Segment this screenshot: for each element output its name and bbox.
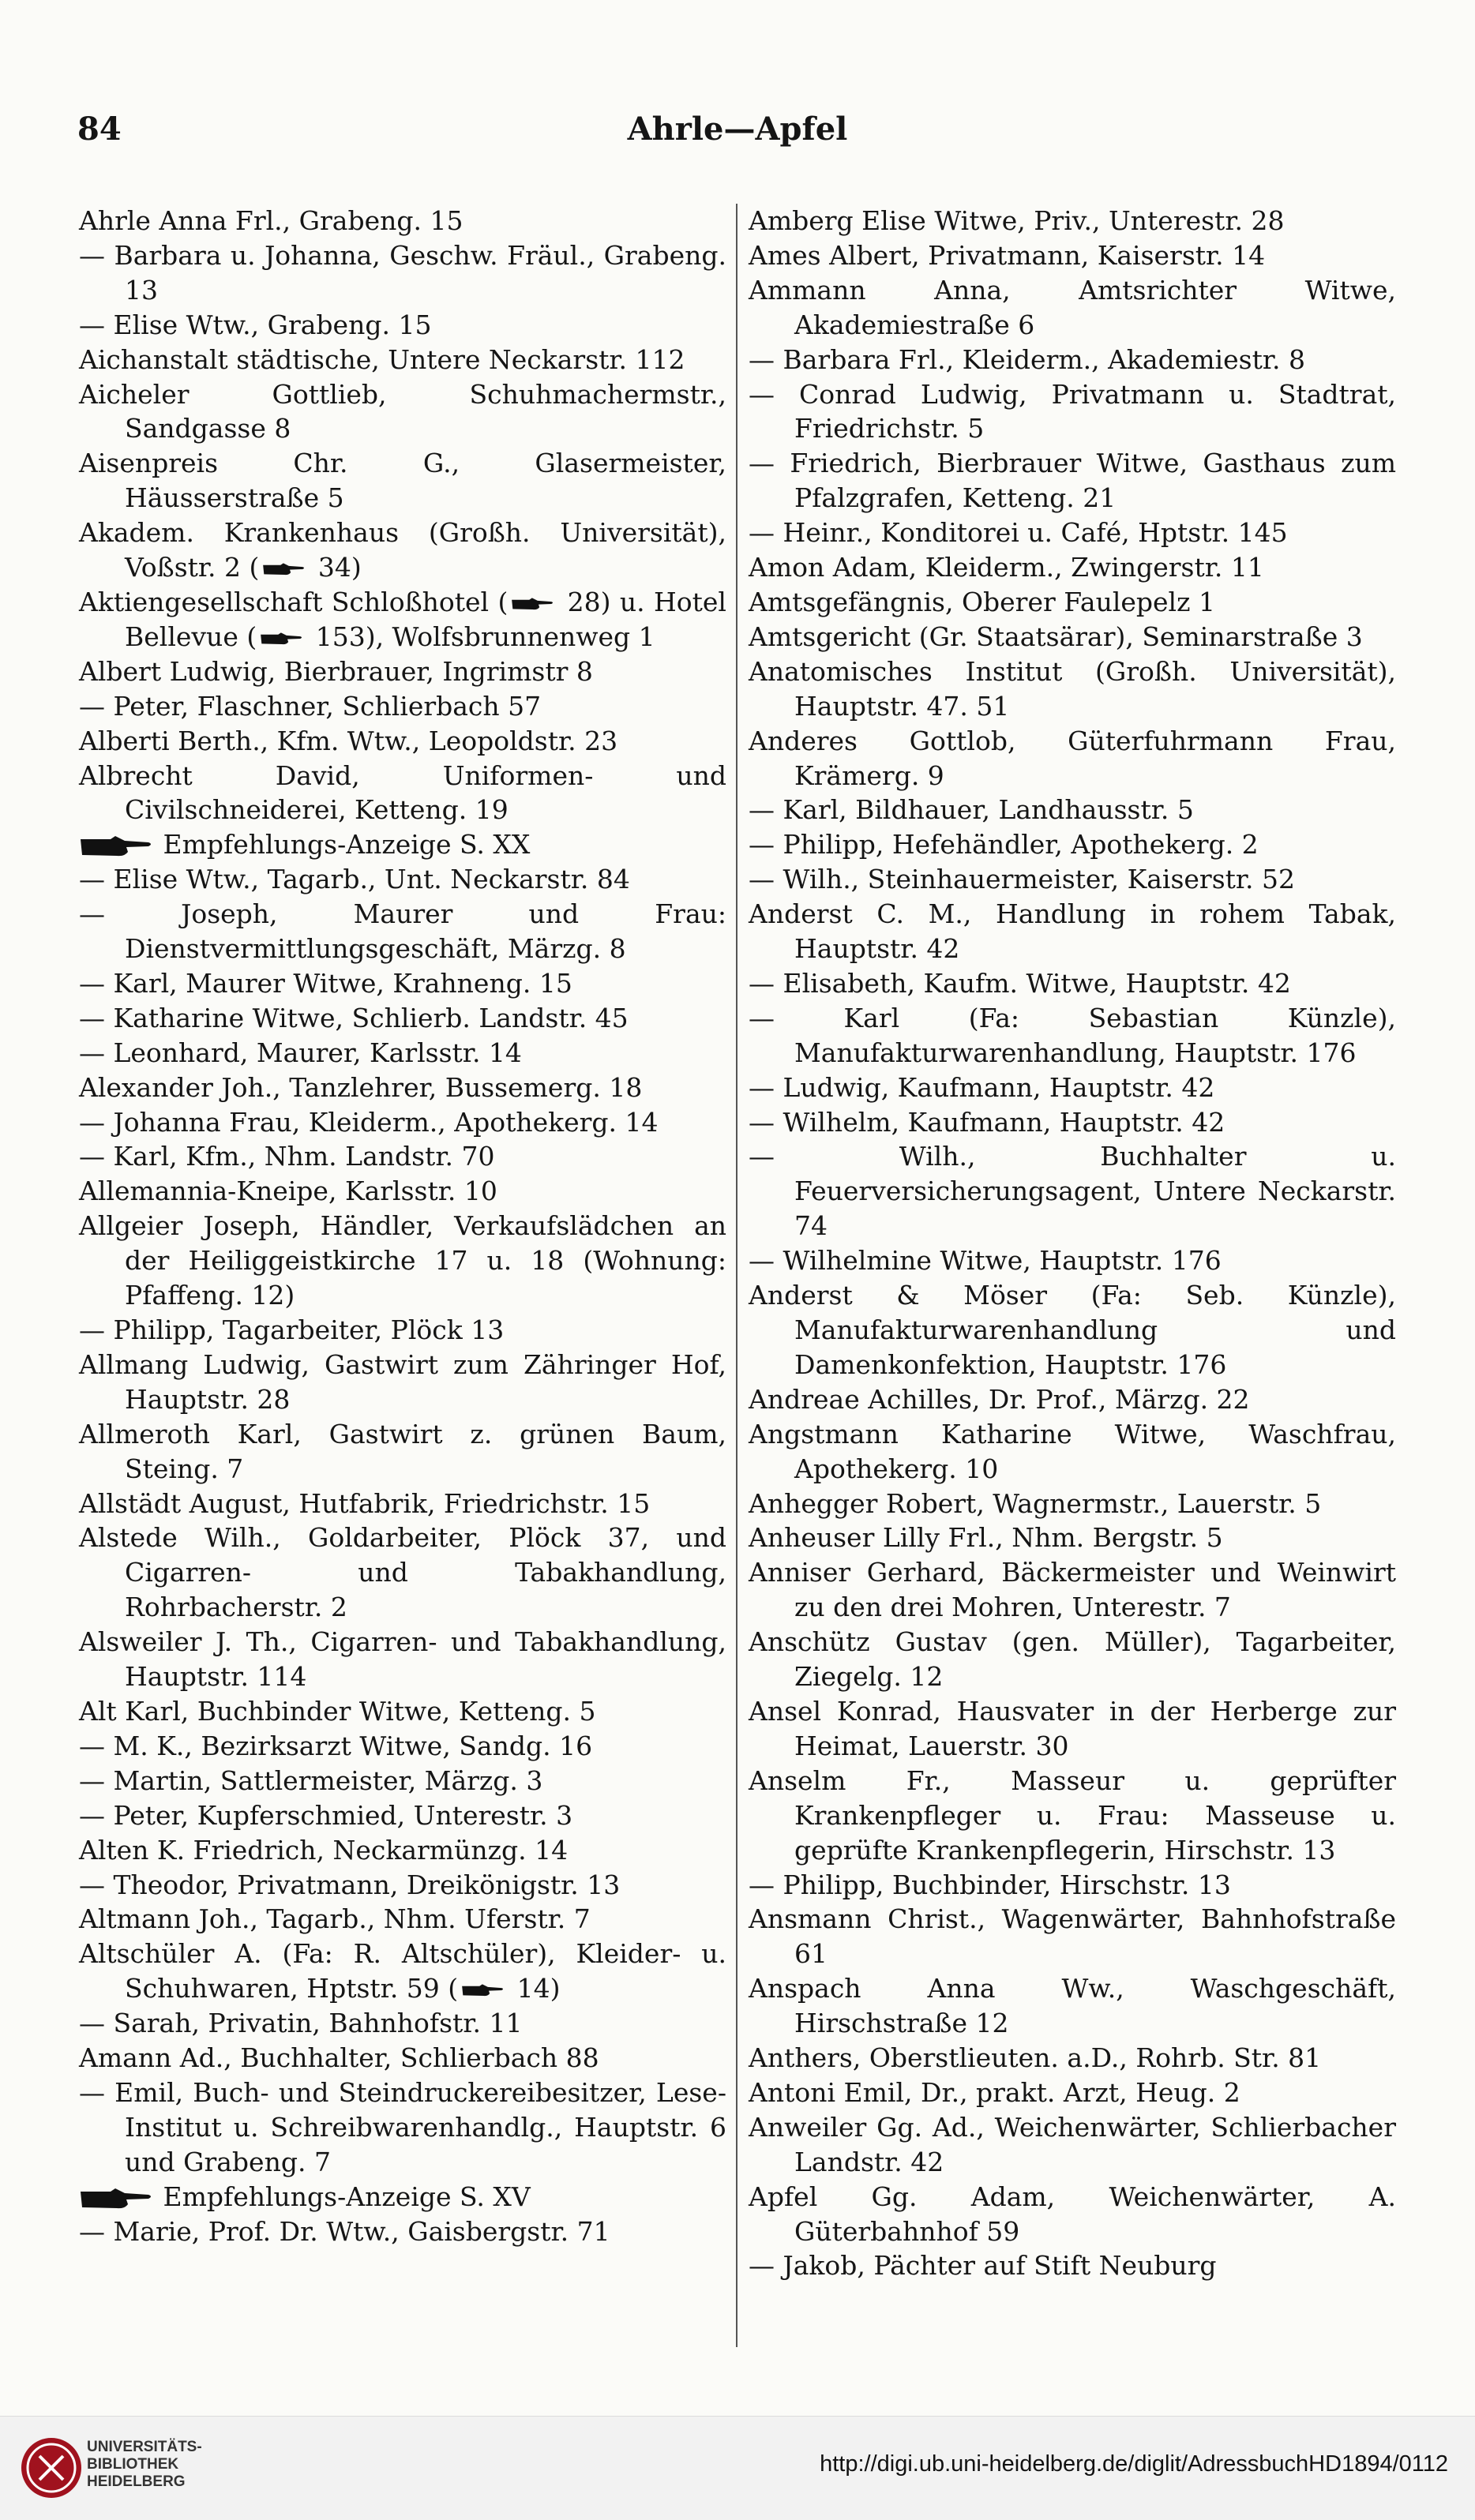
entry-text: Alstede Wilh., Goldarbeiter, Plöck 37, und Cigarren- und Tabakhandlung, Rohrbacherstr. 2 [79,1522,726,1623]
entry-text: — Elisabeth, Kaufm. Witwe, Hauptstr. 42 [749,967,1291,999]
directory-entry [749,273,1396,343]
directory-entry [79,1105,726,1140]
entry-text: — Karl (Fa: Sebastian Künzle), Manufakturwarenhandlung, Hauptstr. 176 [749,1002,1396,1068]
library-line-3: HEIDELBERG [87,2473,186,2490]
directory-entry [749,897,1396,966]
entry-text: — Martin, Sattlermeister, Märzg. 3 [79,1764,543,1796]
entry-text: — Heinr., Konditorei u. Café, Hptstr. 145 [749,517,1288,549]
directory-entry [79,1417,726,1487]
entry-text: Apfel Gg. Adam, Weichenwärter, A. Güterbahnhof 59 [749,2181,1396,2247]
entry-text: Empfehlungs-Anzeige S. XV [155,2181,531,2212]
entry-text: Amtsgefängnis, Oberer Faulepelz 1 [749,586,1215,617]
directory-entry [749,793,1396,827]
directory-entry [79,759,726,828]
pointing-hand-icon [79,834,155,858]
entry-text: — Wilh., Steinhauermeister, Kaiserstr. 52 [749,864,1296,895]
directory-entry [749,1971,1396,2041]
entry-text: — Sarah, Privatin, Bahnhofstr. 11 [79,2008,523,2039]
pointing-hand-icon [511,596,555,612]
directory-entry [79,2006,726,2041]
directory-entry [79,1139,726,1174]
entry-text: Anweiler Gg. Ad., Weichenwärter, Schlierbacher Landstr. 42 [749,2111,1396,2177]
directory-entry [749,862,1396,897]
viewer-footer [0,2416,1475,2520]
entry-text: Anthers, Oberstlieuten. a.D., Rohrb. Str. 81 [749,2042,1322,2074]
entry-text: Aktiengesellschaft Schloßhotel ( [79,586,509,617]
directory-entry [79,862,726,897]
entry-text: Alsweiler J. Th., Cigarren- und Tabakhandlung, Hauptstr. 114 [79,1626,726,1693]
advertisement-note [79,827,726,862]
entry-text: Allemannia-Kneipe, Karlsstr. 10 [79,1176,497,1207]
entry-text: — Peter, Flaschner, Schlierbach 57 [79,690,542,722]
directory-entry [749,1278,1396,1382]
directory-entry [79,966,726,1001]
entry-text-cont: 153), Wolfsbrunnenweg 1 [307,621,655,652]
directory-entry [79,1071,726,1105]
directory-entry [749,1139,1396,1243]
directory-entry [79,1729,726,1764]
entry-text: Allgeier Joseph, Händler, Verkaufslädchen an der Heiliggeistkirche 17 u. 18 (Wohnung: Pfaffeng. 12) [79,1210,726,1311]
entry-text: Alexander Joh., Tanzlehrer, Bussemerg. 18 [79,1071,643,1103]
directory-entry [79,377,726,447]
directory-entry [79,1902,726,1937]
directory-entry [79,2076,726,2180]
directory-entry [749,1487,1396,1521]
entry-text: Alt Karl, Buchbinder Witwe, Ketteng. 5 [79,1695,596,1727]
directory-entry [79,2041,726,2076]
directory-entry [79,1798,726,1833]
entry-text: — Wilhelmine Witwe, Hauptstr. 176 [749,1245,1222,1277]
entry-text: Allmeroth Karl, Gastwirt z. grünen Baum, Steing. 7 [79,1418,726,1484]
pointing-hand-icon [461,1982,505,1998]
entry-text: Albrecht David, Uniformen- und Civilschneiderei, Ketteng. 19 [79,759,726,826]
entry-text: — Elise Wtw., Grabeng. 15 [79,309,432,340]
directory-entry [749,620,1396,654]
directory-entry [749,204,1396,238]
directory-entry [79,308,726,343]
advertisement-note [79,2180,726,2214]
directory-entry [79,1001,726,1036]
entry-text: Anhegger Robert, Wagnermstr., Lauerstr. 5 [749,1487,1322,1519]
directory-entry [749,2180,1396,2249]
directory-entry [79,724,726,759]
directory-entry [749,1521,1396,1555]
directory-entry [79,1036,726,1071]
entry-text: Anderst & Möser (Fa: Seb. Künzle), Manufakturwarenhandlung und Damenkonfektion, Hauptstr. 176 [749,1280,1396,1380]
entry-text: Allmang Ludwig, Gastwirt zum Zähringer Hof, Hauptstr. 28 [79,1348,726,1415]
entry-text: Empfehlungs-Anzeige S. XX [155,829,531,861]
directory-entry [79,1487,726,1521]
directory-entry [749,724,1396,793]
pointing-hand-icon [79,2187,155,2211]
entry-text: Aisenpreis Chr. G., Glasermeister, Häusserstraße 5 [79,448,726,514]
entry-text: — Barbara Frl., Kleiderm., Akademiestr. 8 [749,343,1305,375]
entry-text: Anderst C. M., Handlung in rohem Tabak, Hauptstr. 42 [749,898,1396,965]
directory-entry [749,585,1396,620]
entry-text: Amberg Elise Witwe, Priv., Unterestr. 28 [749,205,1285,236]
directory-entry [749,2076,1396,2110]
source-url-link[interactable]: http://digi.ub.uni-heidelberg.de/diglit/AdressbuchHD1894/0112 [820,2451,1448,2477]
directory-entry [79,1937,726,2006]
entry-text: Anderes Gottlob, Güterfuhrmann Frau, Krämerg. 9 [749,725,1396,791]
entry-text: Albert Ludwig, Bierbrauer, Ingrimstr 8 [79,655,593,687]
entry-text: — Emil, Buch- und Steindruckereibesitzer, Lese-Institut u. Schreibwarenhandlg., Hauptstr. 6 und Grabeng. 7 [79,2076,726,2177]
directory-entry [79,585,726,654]
directory-entry [79,897,726,966]
directory-entry [749,1105,1396,1140]
directory-entry [749,1694,1396,1764]
pointing-hand-icon [260,631,304,647]
directory-entry [79,654,726,689]
directory-entry [79,1174,726,1209]
directory-entry [79,1764,726,1798]
directory-entry [749,1417,1396,1487]
page-number: 84 [77,111,122,148]
directory-entry [749,654,1396,724]
entry-text: Angstmann Katharine Witwe, Waschfrau, Apothekerg. 10 [749,1418,1396,1484]
directory-entry [749,1625,1396,1694]
entry-text: — Katharine Witwe, Schlierb. Landstr. 45 [79,1002,629,1033]
directory-entry [79,1313,726,1348]
entry-text: — Theodor, Privatmann, Dreikönigstr. 13 [79,1869,621,1900]
directory-entry [749,1868,1396,1903]
directory-entry [79,689,726,724]
entry-text: — Barbara u. Johanna, Geschw. Fräul., Grabeng. 13 [79,239,726,306]
entry-text-cont: 34) [310,552,362,583]
page-header [0,111,1475,158]
entry-text: Ansel Konrad, Hausvater in der Herberge zur Heimat, Lauerstr. 30 [749,1695,1396,1761]
entry-text: Anspach Anna Ww., Waschgeschäft, Hirschstraße 12 [749,1973,1396,2039]
entry-text: Anselm Fr., Masseur u. geprüfter Krankenpfleger u. Frau: Masseuse u. geprüfte Krankenpflegerin, Hirschstr. 13 [749,1764,1396,1866]
directory-entry [79,204,726,238]
entry-text: — Elise Wtw., Tagarb., Unt. Neckarstr. 84 [79,864,630,895]
directory-entry [749,2110,1396,2180]
entry-text: — Karl, Kfm., Nhm. Landstr. 70 [79,1141,495,1172]
entry-text: Ammann Anna, Amtsrichter Witwe, Akademiestraße 6 [749,274,1396,340]
directory-entry [749,446,1396,516]
directory-entry [749,516,1396,550]
directory-entry [749,1001,1396,1071]
entry-text: Amann Ad., Buchhalter, Schlierbach 88 [79,2042,599,2074]
directory-entry [749,377,1396,447]
entry-text: Ames Albert, Privatmann, Kaiserstr. 14 [749,239,1266,271]
entry-text: Alten K. Friedrich, Neckarmünzg. 14 [79,1834,569,1866]
entry-text: Altschüler A. (Fa: R. Altschüler), Kleider- u. Schuhwaren, Hptstr. 59 ( [79,1938,726,2004]
entry-text: — Karl, Bildhauer, Landhausstr. 5 [749,794,1194,826]
entry-text: — Leonhard, Maurer, Karlsstr. 14 [79,1037,522,1068]
entry-text: Aichanstalt städtische, Untere Neckarstr. 112 [79,343,685,375]
pointing-hand-icon [262,561,306,577]
entry-text: Alberti Berth., Kfm. Wtw., Leopoldstr. 23 [79,725,618,756]
running-title: Ahrle—Apfel [627,111,848,148]
entry-text-cont: 14) [509,1973,561,2004]
entry-text: Antoni Emil, Dr., prakt. Arzt, Heug. 2 [749,2076,1240,2108]
directory-entry [79,2214,726,2249]
directory-entry [79,343,726,377]
directory-entry [79,238,726,308]
directory-entry [749,343,1396,377]
entry-text: — Conrad Ludwig, Privatmann u. Stadtrat, Friedrichstr. 5 [749,378,1396,444]
directory-entry [749,550,1396,585]
column-divider [736,204,738,2347]
entry-text: — Friedrich, Bierbrauer Witwe, Gasthaus zum Pfalzgrafen, Ketteng. 21 [749,448,1396,514]
entry-text: Akadem. Krankenhaus (Großh. Universität), Voßstr. 2 ( [79,517,726,583]
entry-text: — Joseph, Maurer und Frau: Dienstvermittlungsgeschäft, Märzg. 8 [79,898,726,965]
entry-text: Anatomisches Institut (Großh. Universität), Hauptstr. 47. 51 [749,655,1396,722]
entry-text: Ahrle Anna Frl., Grabeng. 15 [79,205,464,236]
entry-text: Amon Adam, Kleiderm., Zwingerstr. 11 [749,552,1264,583]
entry-text: Allstädt August, Hutfabrik, Friedrichstr. 15 [79,1487,651,1519]
entry-text: — Wilh., Buchhalter u. Feuerversicherungsagent, Untere Neckarstr. 74 [749,1141,1396,1242]
entry-text: — Karl, Maurer Witwe, Krahneng. 15 [79,967,572,999]
entry-text: — Philipp, Buchbinder, Hirschstr. 13 [749,1869,1231,1900]
directory-entry [79,446,726,516]
library-name [87,2439,202,2491]
entry-text: Aicheler Gottlieb, Schuhmachermstr., Sandgasse 8 [79,378,726,444]
left-column [79,204,726,2248]
entry-text: Altmann Joh., Tagarb., Nhm. Uferstr. 7 [79,1903,591,1935]
entry-text: — Ludwig, Kaufmann, Hauptstr. 42 [749,1071,1215,1103]
entry-text: Anniser Gerhard, Bäckermeister und Weinwirt zu den drei Mohren, Unterestr. 7 [749,1557,1396,1623]
directory-entry [749,1902,1396,1971]
entry-text: — Philipp, Tagarbeiter, Plöck 13 [79,1314,505,1345]
directory-entry [79,1694,726,1729]
directory-entry [749,1071,1396,1105]
entry-text: — Philipp, Hefehändler, Apothekerg. 2 [749,829,1259,861]
directory-entry [79,516,726,585]
directory-entry [749,2248,1396,2283]
directory-entry [79,1348,726,1417]
directory-entry [749,827,1396,862]
library-seal-icon [16,2432,87,2503]
entry-text: Andreae Achilles, Dr. Prof., Märzg. 22 [749,1383,1250,1415]
entry-text: — Wilhelm, Kaufmann, Hauptstr. 42 [749,1106,1225,1138]
library-line-1: UNIVERSITÄTS- [87,2439,202,2455]
directory-entry [749,2041,1396,2076]
entry-text: — Jakob, Pächter auf Stift Neuburg [749,2250,1217,2282]
library-line-2: BIBLIOTHEK [87,2456,179,2473]
directory-entry [79,1209,726,1313]
directory-entry [749,238,1396,273]
entry-text: Anheuser Lilly Frl., Nhm. Bergstr. 5 [749,1522,1223,1554]
directory-entry [79,1868,726,1903]
directory-entry [79,1521,726,1625]
directory-entry [749,1764,1396,1868]
directory-entry [749,1243,1396,1278]
entry-text: — Peter, Kupferschmied, Unterestr. 3 [79,1799,573,1831]
entry-text: Amtsgericht (Gr. Staatsärar), Seminarstraße 3 [749,621,1363,652]
directory-entry [749,1555,1396,1625]
entry-text: Ansmann Christ., Wagenwärter, Bahnhofstraße 61 [749,1903,1396,1970]
directory-entry [79,1833,726,1868]
directory-entry [79,1625,726,1694]
directory-entry [749,1382,1396,1417]
directory-entry [749,966,1396,1001]
entry-text: Anschütz Gustav (gen. Müller), Tagarbeiter, Ziegelg. 12 [749,1626,1396,1693]
entry-text: — M. K., Bezirksarzt Witwe, Sandg. 16 [79,1730,593,1761]
entry-text-cont: 28) u. Hotel Bellevue ( [125,586,726,652]
entry-text: — Johanna Frau, Kleiderm., Apothekerg. 14 [79,1106,659,1138]
entry-text: — Marie, Prof. Dr. Wtw., Gaisbergstr. 71 [79,2215,610,2247]
right-column [749,204,1396,2283]
